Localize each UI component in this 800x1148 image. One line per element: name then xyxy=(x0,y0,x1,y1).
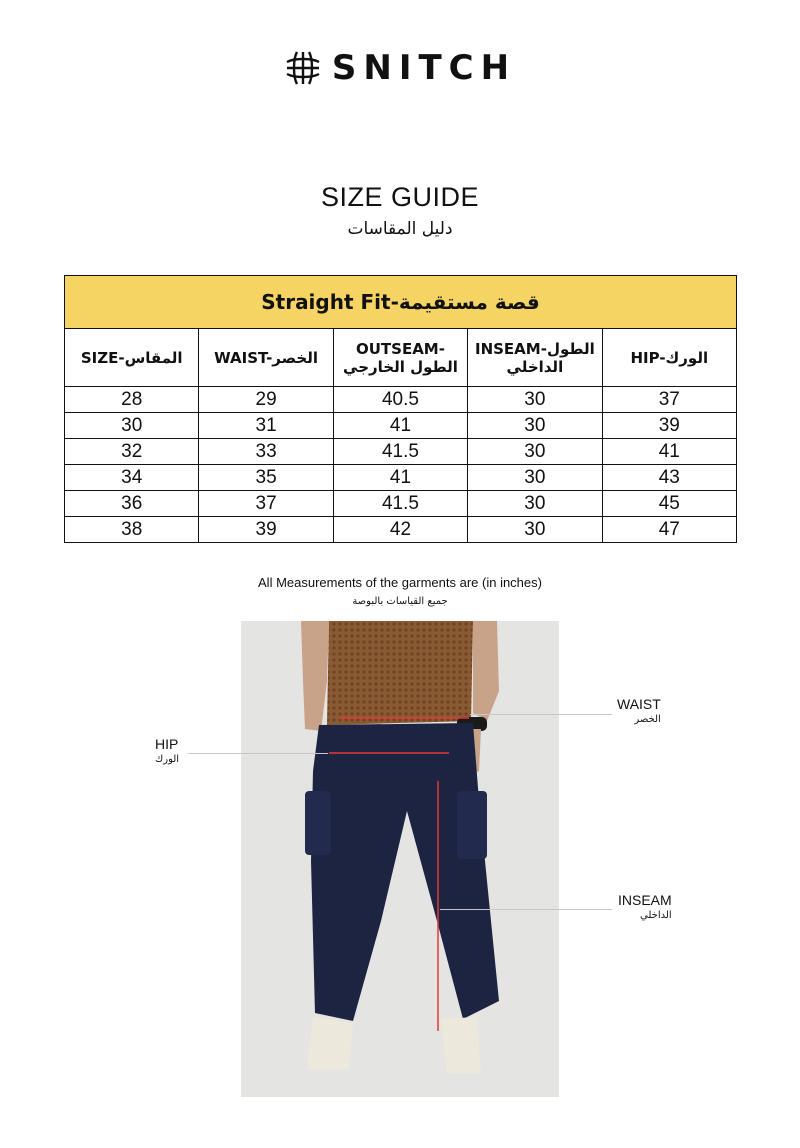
page-title-arabic: دليل المقاسات xyxy=(347,219,453,239)
measurement-note: All Measurements of the garments are (in inches) xyxy=(258,575,542,590)
table-cell: 37 xyxy=(602,387,736,413)
table-row xyxy=(65,517,737,543)
table-cell: 41 xyxy=(333,413,467,439)
table-cell: 39 xyxy=(602,413,736,439)
table-row xyxy=(65,413,737,439)
table-cell: 35 xyxy=(199,465,333,491)
table-cell: 37 xyxy=(199,491,333,517)
table-cell: 47 xyxy=(602,517,736,543)
table-cell: 29 xyxy=(199,387,333,413)
table-row xyxy=(65,439,737,465)
inseam-label: INSEAM xyxy=(618,892,672,908)
brand-logo xyxy=(0,48,800,88)
column-header: SIZE-المقاس xyxy=(65,329,199,387)
table-cell: 34 xyxy=(65,465,199,491)
table-cell: 45 xyxy=(602,491,736,517)
table-cell: 41.5 xyxy=(333,491,467,517)
table-cell: 41 xyxy=(602,439,736,465)
waist-callout xyxy=(617,697,661,727)
column-header: INSEAM-الطول الداخلي xyxy=(468,329,602,387)
waist-callout-line xyxy=(470,714,612,715)
table-cell: 38 xyxy=(65,517,199,543)
table-cell: 30 xyxy=(468,439,602,465)
hip-label-arabic: الورك xyxy=(155,754,180,765)
column-header: WAIST-الخصر xyxy=(199,329,333,387)
waist-label: WAIST xyxy=(617,696,661,712)
table-cell: 30 xyxy=(468,491,602,517)
table-cell: 30 xyxy=(468,387,602,413)
brand-name: SNITCH xyxy=(331,48,517,88)
size-table xyxy=(64,275,737,543)
table-cell: 28 xyxy=(65,387,199,413)
page-title: SIZE GUIDE xyxy=(320,182,480,212)
column-header: HIP-الورك xyxy=(602,329,736,387)
table-row xyxy=(65,387,737,413)
table-cell: 30 xyxy=(65,413,199,439)
hip-callout xyxy=(155,737,179,767)
hip-callout-line xyxy=(188,753,328,754)
measurement-note-arabic: جميع القياسات بالبوصة xyxy=(352,596,448,607)
table-cell: 40.5 xyxy=(333,387,467,413)
table-row xyxy=(65,491,737,517)
table-cell: 30 xyxy=(468,413,602,439)
fit-header: Straight Fit-قصة مستقيمة xyxy=(65,276,737,329)
column-header: OUTSEAM- الطول الخارجي xyxy=(333,329,467,387)
table-cell: 30 xyxy=(468,465,602,491)
hash-grid-logo-icon xyxy=(284,49,322,87)
table-cell: 33 xyxy=(199,439,333,465)
table-cell: 30 xyxy=(468,517,602,543)
waist-label-arabic: الخصر xyxy=(634,714,661,725)
table-cell: 32 xyxy=(65,439,199,465)
hip-label: HIP xyxy=(155,736,179,752)
table-cell: 42 xyxy=(333,517,467,543)
table-row xyxy=(65,465,737,491)
table-cell: 31 xyxy=(199,413,333,439)
table-cell: 39 xyxy=(199,517,333,543)
table-cell: 43 xyxy=(602,465,736,491)
inseam-callout-line xyxy=(440,909,612,910)
table-cell: 36 xyxy=(65,491,199,517)
inseam-label-arabic: الداخلي xyxy=(640,910,672,921)
table-cell: 41 xyxy=(333,465,467,491)
table-cell: 41.5 xyxy=(333,439,467,465)
inseam-callout xyxy=(618,893,672,923)
model-pants-image xyxy=(241,621,559,1097)
